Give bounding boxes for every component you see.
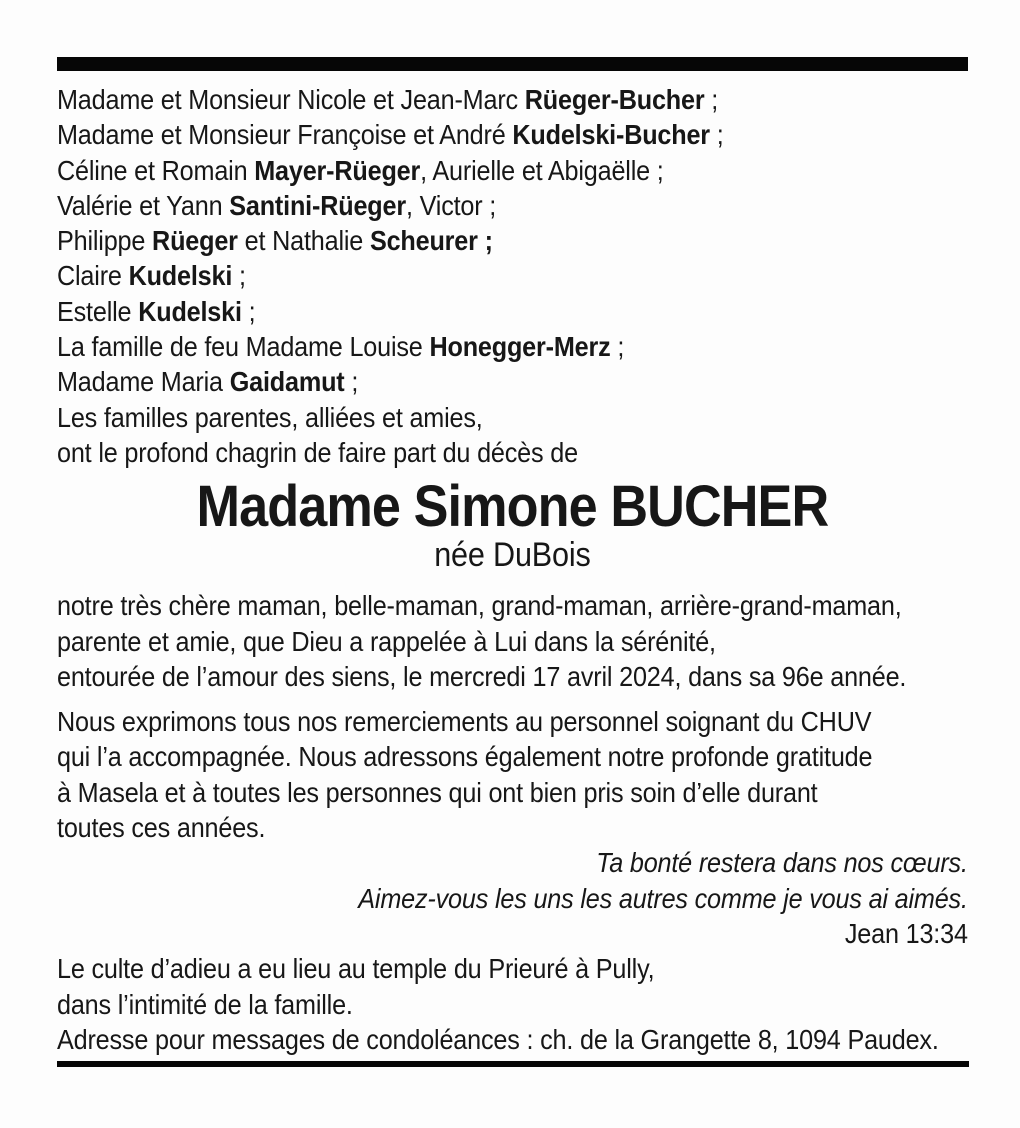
maiden-name: née DuBois xyxy=(434,536,591,575)
bottom-rule xyxy=(57,1061,969,1067)
ceremony-info xyxy=(57,951,968,1057)
thanks-line: qui l’a accompagnée. Nous adressons également notre profonde gratitude xyxy=(57,741,873,773)
tribute-line: parente et amie, que Dieu a rappelée à Lui dans la sérénité, xyxy=(57,625,716,657)
ceremony-line: Adresse pour messages de condoléances : ch. de la Grangette 8, 1094 Paudex. xyxy=(57,1023,939,1055)
thanks-line: toutes ces années. xyxy=(57,812,266,844)
tribute-paragraph xyxy=(57,588,968,694)
family-line: La famille de feu Madame Louise Honegger-Merz ; xyxy=(57,331,625,363)
family-line: Philippe Rüeger et Nathalie Scheurer ; xyxy=(57,225,493,257)
deceased-name: Madame Simone BUCHER xyxy=(196,474,829,540)
family-line: Céline et Romain Mayer-Rüeger, Aurielle et Abigaëlle ; xyxy=(57,154,664,186)
quote-line: Aimez-vous les uns les autres comme je vous ai aimés. xyxy=(358,882,968,914)
thanks-line: Nous exprimons tous nos remerciements au personnel soignant du CHUV xyxy=(57,706,872,738)
family-line: Valérie et Yann Santini-Rüeger, Victor ; xyxy=(57,189,497,221)
tribute-line: entourée de l’amour des siens, le mercredi 17 avril 2024, dans sa 96e année. xyxy=(57,660,907,692)
scripture-quote xyxy=(57,845,968,916)
family-line: Madame et Monsieur Nicole et Jean-Marc Rüeger-Bucher ; xyxy=(57,84,719,115)
ceremony-line: dans l’intimité de la famille. xyxy=(57,988,353,1020)
family-line: Madame et Monsieur Françoise et André Kudelski-Bucher ; xyxy=(57,119,724,151)
notice-content xyxy=(57,82,968,1057)
thanks-line: à Masela et à toutes les personnes qui ont bien pris soin d’elle durant xyxy=(57,776,818,808)
quote-attribution: Jean 13:34 xyxy=(844,917,968,949)
ceremony-line: Le culte d’adieu a eu lieu au temple du Prieuré à Pully, xyxy=(57,953,655,985)
tribute-line: notre très chère maman, belle-maman, grand-maman, arrière-grand-maman, xyxy=(57,590,902,622)
family-line: Madame Maria Gaidamut ; xyxy=(57,366,359,398)
family-line: ont le profond chagrin de faire part du décès de xyxy=(57,436,578,468)
quote-line: Ta bonté restera dans nos cœurs. xyxy=(596,847,968,879)
top-rule xyxy=(57,57,968,71)
family-line: Claire Kudelski ; xyxy=(57,260,246,292)
family-lines xyxy=(57,82,968,470)
family-line: Les familles parentes, alliées et amies, xyxy=(57,401,483,433)
thanks-paragraph xyxy=(57,704,968,845)
family-line: Estelle Kudelski ; xyxy=(57,295,256,327)
